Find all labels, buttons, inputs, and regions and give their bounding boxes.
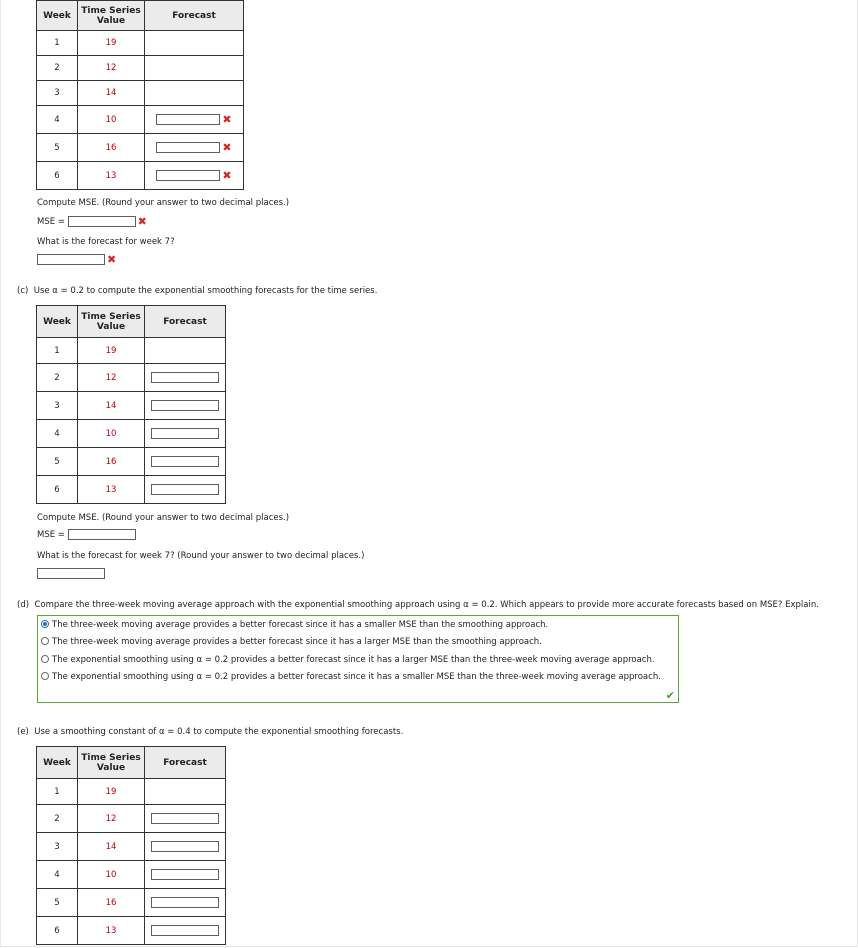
value-cell: 19: [78, 31, 145, 56]
forecast-cell: [145, 338, 226, 364]
week7-row-c: [37, 568, 105, 579]
value-cell: 13: [78, 162, 145, 190]
header-forecast: Forecast: [145, 1, 244, 31]
header-week: Week: [37, 1, 78, 31]
forecast-input-week-4[interactable]: [151, 428, 219, 439]
value-cell: 16: [78, 448, 145, 476]
forecast-cell: [145, 833, 226, 861]
value-cell: 10: [78, 106, 145, 134]
header-forecast: Forecast: [145, 747, 226, 779]
table-row: [37, 861, 226, 889]
mse-prompt-b: Compute MSE. (Round your answer to two decimal places.): [37, 198, 290, 208]
table-row: [37, 805, 226, 833]
week-cell: 3: [37, 81, 78, 106]
forecast-input-week-5[interactable]: [151, 897, 219, 908]
value-cell: 13: [78, 476, 145, 504]
value-cell: 12: [78, 364, 145, 392]
value-cell: 16: [78, 889, 145, 917]
forecast-input-week-5[interactable]: [151, 456, 219, 467]
week-cell: 1: [37, 31, 78, 56]
part-c-prompt: (c) Use α = 0.2 to compute the exponential smoothing forecasts for the time series.: [17, 286, 378, 296]
incorrect-icon: ✖: [222, 113, 232, 126]
table-row: [37, 56, 244, 81]
radio-icon[interactable]: [41, 672, 49, 680]
forecast-cell: [145, 779, 226, 805]
week-cell: 1: [37, 779, 78, 805]
table-row: [37, 106, 244, 134]
radio-selected-icon[interactable]: [41, 620, 49, 628]
table-row: [37, 833, 226, 861]
week-cell: 3: [37, 392, 78, 420]
week-cell: 4: [37, 861, 78, 889]
table-row: [37, 889, 226, 917]
week-cell: 6: [37, 917, 78, 945]
forecast-cell: [145, 476, 226, 504]
week-cell: 6: [37, 162, 78, 190]
forecast-input-week-6[interactable]: [151, 484, 219, 495]
table-row: [37, 420, 226, 448]
forecast-cell: [145, 392, 226, 420]
week-cell: 2: [37, 56, 78, 81]
incorrect-icon: ✖: [137, 215, 147, 228]
mse-input-b[interactable]: [68, 216, 136, 227]
table-row: [37, 162, 244, 190]
forecast-cell: [145, 81, 244, 106]
value-cell: 12: [78, 805, 145, 833]
forecast-cell: [145, 106, 244, 134]
incorrect-icon: ✖: [222, 169, 232, 182]
value-cell: 12: [78, 56, 145, 81]
forecast-input-week-5[interactable]: [156, 142, 220, 153]
week-cell: 4: [37, 420, 78, 448]
correct-check-icon: ✔: [665, 689, 675, 702]
table-row: [37, 134, 244, 162]
week7-row-b: [37, 254, 116, 265]
radio-icon[interactable]: [41, 655, 49, 663]
forecast-cell: [145, 134, 244, 162]
table-row: [37, 917, 226, 945]
mse-label: MSE =: [37, 217, 65, 227]
header-week: Week: [37, 306, 78, 338]
forecast-cell: [145, 805, 226, 833]
mse-row-b: [37, 216, 147, 227]
value-cell: 14: [78, 392, 145, 420]
week-cell: 6: [37, 476, 78, 504]
mse-input-c[interactable]: [68, 529, 136, 540]
forecast-cell: [145, 448, 226, 476]
value-cell: 19: [78, 338, 145, 364]
forecast-cell: [145, 364, 226, 392]
choice-option-1[interactable]: The three-week moving average provides a better forecast since it has a smaller MSE than the smoothing approach.: [41, 620, 548, 630]
choice-option-3[interactable]: The exponential smoothing using α = 0.2 provides a better forecast since it has a larger MSE than the three-week moving average approach.: [41, 655, 655, 665]
forecast-cell: [145, 420, 226, 448]
choice-option-2[interactable]: The three-week moving average provides a better forecast since it has a larger MSE than the smoothing approach.: [41, 637, 542, 647]
table-row: [37, 364, 226, 392]
forecast-input-week-4[interactable]: [151, 869, 219, 880]
forecast-input-week-2[interactable]: [151, 813, 219, 824]
header-value: Time Series Value: [78, 747, 145, 779]
forecast-cell: [145, 861, 226, 889]
value-cell: 16: [78, 134, 145, 162]
forecast-input-week-3[interactable]: [151, 400, 219, 411]
week7-prompt-c: What is the forecast for week 7? (Round your answer to two decimal places.): [37, 551, 365, 561]
week-cell: 4: [37, 106, 78, 134]
value-cell: 13: [78, 917, 145, 945]
mse-row-c: [37, 529, 136, 540]
moving-average-table: [36, 0, 244, 190]
forecast-cell: [145, 917, 226, 945]
forecast-input-week-6[interactable]: [151, 925, 219, 936]
table-row: [37, 476, 226, 504]
table-row: [37, 31, 244, 56]
header-week: Week: [37, 747, 78, 779]
week7-prompt-b: What is the forecast for week 7?: [37, 237, 175, 247]
value-cell: 10: [78, 861, 145, 889]
mse-prompt-c: Compute MSE. (Round your answer to two decimal places.): [37, 513, 290, 523]
value-cell: 19: [78, 779, 145, 805]
incorrect-icon: ✖: [107, 253, 117, 266]
table-row: [37, 392, 226, 420]
forecast-cell: [145, 889, 226, 917]
header-value: Time Series Value: [78, 1, 145, 31]
header-value: Time Series Value: [78, 306, 145, 338]
answer-choices: [37, 615, 679, 703]
radio-icon[interactable]: [41, 637, 49, 645]
value-cell: 14: [78, 833, 145, 861]
choice-option-4[interactable]: The exponential smoothing using α = 0.2 provides a better forecast since it has a smaller MSE than the three-week moving average approach.: [41, 672, 661, 682]
forecast-input-week-6[interactable]: [156, 170, 220, 181]
week-cell: 3: [37, 833, 78, 861]
week-cell: 5: [37, 134, 78, 162]
smoothing-table-e: [36, 746, 226, 945]
table-row: [37, 448, 226, 476]
forecast-input-week-2[interactable]: [151, 372, 219, 383]
forecast-cell: [145, 162, 244, 190]
forecast-cell: [145, 56, 244, 81]
forecast-cell: [145, 31, 244, 56]
week7-input-c[interactable]: [37, 568, 105, 579]
value-cell: 14: [78, 81, 145, 106]
week-cell: 5: [37, 448, 78, 476]
header-forecast: Forecast: [145, 306, 226, 338]
table-row: [37, 81, 244, 106]
forecast-input-week-4[interactable]: [156, 114, 220, 125]
value-cell: 10: [78, 420, 145, 448]
table-row: [37, 779, 226, 805]
part-d-prompt: (d) Compare the three-week moving average approach with the exponential smoothing approach using α = 0.2. Which appears to provide more accurate forecasts based on MSE? Explain.: [17, 600, 819, 610]
week-cell: 1: [37, 338, 78, 364]
smoothing-table-c: [36, 305, 226, 504]
forecast-input-week-3[interactable]: [151, 841, 219, 852]
week-cell: 5: [37, 889, 78, 917]
week7-input-b[interactable]: [37, 254, 105, 265]
table-row: [37, 338, 226, 364]
mse-label: MSE =: [37, 530, 65, 540]
part-e-prompt: (e) Use a smoothing constant of α = 0.4 to compute the exponential smoothing forecasts.: [17, 727, 404, 737]
week-cell: 2: [37, 805, 78, 833]
week-cell: 2: [37, 364, 78, 392]
incorrect-icon: ✖: [222, 141, 232, 154]
